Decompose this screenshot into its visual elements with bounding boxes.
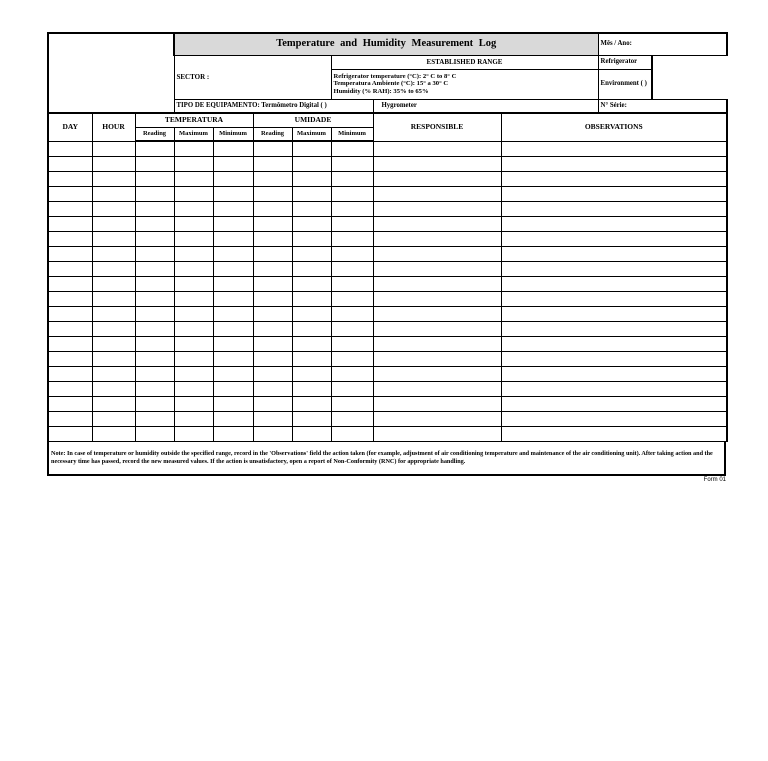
- cell-hum-minimum[interactable]: [331, 337, 373, 352]
- cell-day[interactable]: [48, 232, 92, 247]
- table-row: [48, 247, 727, 262]
- cell-hum-minimum[interactable]: [331, 427, 373, 442]
- cell-temp-reading[interactable]: [135, 382, 174, 397]
- cell-responsible[interactable]: [373, 352, 501, 367]
- cell-temp-maximum[interactable]: [174, 247, 213, 262]
- cell-hum-reading[interactable]: [253, 337, 292, 352]
- cell-temp-maximum[interactable]: [174, 382, 213, 397]
- cell-hum-maximum[interactable]: [292, 217, 331, 232]
- cell-responsible[interactable]: [373, 412, 501, 427]
- cell-hum-minimum[interactable]: [331, 292, 373, 307]
- table-row: [48, 352, 727, 367]
- cell-hum-reading[interactable]: [253, 307, 292, 322]
- cell-temp-maximum[interactable]: [174, 307, 213, 322]
- cell-hum-maximum[interactable]: [292, 337, 331, 352]
- log-table: [47, 32, 728, 442]
- cell-responsible[interactable]: [373, 217, 501, 232]
- cell-hour[interactable]: [92, 262, 135, 277]
- table-row: [48, 217, 727, 232]
- cell-hum-reading[interactable]: [253, 322, 292, 337]
- cell-observations[interactable]: [501, 232, 727, 247]
- cell-hum-maximum[interactable]: [292, 382, 331, 397]
- cell-temp-reading[interactable]: [135, 141, 174, 157]
- cell-responsible[interactable]: [373, 187, 501, 202]
- cell-temp-minimum[interactable]: [213, 217, 253, 232]
- note-text: Note: In case of temperature or humidity outside the specified range, record in the 'Observations' field the action taken (for example, adjustment of air conditioning temperature and maintenance of the air conditioning unit). After taking action and the necessary time has passed, record the new measured values. If the action is unsatisfactory, open a report of Non-Conformity (RNC) for appropriate handling.: [48, 442, 725, 476]
- cell-temp-minimum[interactable]: [213, 292, 253, 307]
- cell-hum-reading[interactable]: [253, 232, 292, 247]
- col-hum-minimum: Minimum: [331, 127, 373, 141]
- cell-day[interactable]: [48, 322, 92, 337]
- cell-temp-maximum[interactable]: [174, 337, 213, 352]
- cell-observations[interactable]: [501, 202, 727, 217]
- cell-observations[interactable]: [501, 322, 727, 337]
- refrigerator-label: Refrigerator: [598, 55, 652, 69]
- cell-temp-minimum[interactable]: [213, 172, 253, 187]
- cell-responsible[interactable]: [373, 292, 501, 307]
- cell-temp-reading[interactable]: [135, 292, 174, 307]
- cell-temp-reading[interactable]: [135, 262, 174, 277]
- cell-day[interactable]: [48, 382, 92, 397]
- cell-hum-maximum[interactable]: [292, 427, 331, 442]
- cell-temp-reading[interactable]: [135, 232, 174, 247]
- cell-temp-maximum[interactable]: [174, 157, 213, 172]
- cell-temp-maximum[interactable]: [174, 262, 213, 277]
- cell-temp-maximum[interactable]: [174, 322, 213, 337]
- cell-hum-reading[interactable]: [253, 157, 292, 172]
- serial-number-field[interactable]: N° Série:: [598, 99, 727, 113]
- cell-hum-reading[interactable]: [253, 397, 292, 412]
- cell-hum-minimum[interactable]: [331, 367, 373, 382]
- cell-day[interactable]: [48, 352, 92, 367]
- hygrometer-option[interactable]: Hygrometer: [373, 99, 598, 113]
- table-row: [48, 232, 727, 247]
- cell-temp-reading[interactable]: [135, 247, 174, 262]
- cell-temp-minimum[interactable]: [213, 202, 253, 217]
- table-row: [48, 322, 727, 337]
- cell-temp-reading[interactable]: [135, 397, 174, 412]
- table-row: [48, 157, 727, 172]
- cell-temp-reading[interactable]: [135, 412, 174, 427]
- cell-hour[interactable]: [92, 217, 135, 232]
- cell-temp-reading[interactable]: [135, 307, 174, 322]
- cell-temp-reading[interactable]: [135, 367, 174, 382]
- cell-observations[interactable]: [501, 172, 727, 187]
- cell-temp-maximum[interactable]: [174, 172, 213, 187]
- equipment-type-field[interactable]: TIPO DE EQUIPAMENTO: Termômetro Digital ( ): [174, 99, 373, 113]
- cell-temp-reading[interactable]: [135, 187, 174, 202]
- cell-day[interactable]: [48, 247, 92, 262]
- cell-temp-reading[interactable]: [135, 217, 174, 232]
- cell-observations[interactable]: [501, 141, 727, 157]
- cell-temp-minimum[interactable]: [213, 187, 253, 202]
- cell-observations[interactable]: [501, 352, 727, 367]
- cell-hum-maximum[interactable]: [292, 172, 331, 187]
- cell-temp-minimum[interactable]: [213, 141, 253, 157]
- col-temp-maximum: Maximum: [174, 127, 213, 141]
- cell-temp-minimum[interactable]: [213, 337, 253, 352]
- col-observations: OBSERVATIONS: [501, 113, 727, 141]
- cell-temp-minimum[interactable]: [213, 397, 253, 412]
- cell-hum-minimum[interactable]: [331, 157, 373, 172]
- cell-responsible[interactable]: [373, 247, 501, 262]
- table-row: [48, 382, 727, 397]
- cell-temp-maximum[interactable]: [174, 427, 213, 442]
- cell-responsible[interactable]: [373, 427, 501, 442]
- cell-hum-maximum[interactable]: [292, 322, 331, 337]
- cell-hum-maximum[interactable]: [292, 232, 331, 247]
- cell-responsible[interactable]: [373, 202, 501, 217]
- cell-hour[interactable]: [92, 397, 135, 412]
- table-row: [48, 141, 727, 157]
- range-values: [331, 69, 598, 99]
- cell-responsible[interactable]: [373, 337, 501, 352]
- cell-day[interactable]: [48, 262, 92, 277]
- cell-hum-minimum[interactable]: [331, 322, 373, 337]
- cell-hum-reading[interactable]: [253, 277, 292, 292]
- cell-hour[interactable]: [92, 307, 135, 322]
- col-day: DAY: [48, 113, 92, 141]
- cell-observations[interactable]: [501, 157, 727, 172]
- cell-hum-reading[interactable]: [253, 412, 292, 427]
- range-line-humidity: Humidity (% RAH): 35% to 65%: [333, 87, 429, 95]
- range-line-refrigerator: Refrigerator temperature (°C): 2° C to 8° C: [333, 73, 457, 81]
- cell-hum-minimum[interactable]: [331, 307, 373, 322]
- cell-responsible[interactable]: [373, 141, 501, 157]
- col-temp-reading: Reading: [135, 127, 174, 141]
- cell-hour[interactable]: [92, 322, 135, 337]
- cell-hour[interactable]: [92, 382, 135, 397]
- table-row: [48, 337, 727, 352]
- cell-hum-reading[interactable]: [253, 382, 292, 397]
- cell-hum-minimum[interactable]: [331, 187, 373, 202]
- cell-day[interactable]: [48, 397, 92, 412]
- cell-observations[interactable]: [501, 382, 727, 397]
- table-row: [48, 412, 727, 427]
- cell-hour[interactable]: [92, 157, 135, 172]
- cell-hum-reading[interactable]: [253, 367, 292, 382]
- cell-temp-maximum[interactable]: [174, 352, 213, 367]
- cell-hour[interactable]: [92, 277, 135, 292]
- cell-hour[interactable]: [92, 247, 135, 262]
- cell-hum-minimum[interactable]: [331, 412, 373, 427]
- cell-observations[interactable]: [501, 292, 727, 307]
- table-row: [48, 307, 727, 322]
- logo-area: [48, 33, 174, 113]
- cell-observations[interactable]: [501, 217, 727, 232]
- cell-hum-minimum[interactable]: [331, 172, 373, 187]
- table-row: [48, 172, 727, 187]
- form-number: Form 01: [703, 477, 726, 483]
- table-row: [48, 427, 727, 442]
- cell-observations[interactable]: [501, 187, 727, 202]
- cell-temp-maximum[interactable]: [174, 292, 213, 307]
- cell-observations[interactable]: [501, 277, 727, 292]
- cell-temp-reading[interactable]: [135, 202, 174, 217]
- cell-hum-reading[interactable]: [253, 292, 292, 307]
- col-hour: HOUR: [92, 113, 135, 141]
- cell-observations[interactable]: [501, 262, 727, 277]
- cell-temp-minimum[interactable]: [213, 277, 253, 292]
- cell-hum-maximum[interactable]: [292, 412, 331, 427]
- cell-hum-maximum[interactable]: [292, 292, 331, 307]
- cell-hum-reading[interactable]: [253, 172, 292, 187]
- cell-temp-reading[interactable]: [135, 352, 174, 367]
- table-row: [48, 277, 727, 292]
- cell-hour[interactable]: [92, 202, 135, 217]
- cell-hum-maximum[interactable]: [292, 157, 331, 172]
- cell-hum-minimum[interactable]: [331, 382, 373, 397]
- cell-day[interactable]: [48, 292, 92, 307]
- cell-day[interactable]: [48, 157, 92, 172]
- cell-observations[interactable]: [501, 412, 727, 427]
- cell-day[interactable]: [48, 217, 92, 232]
- cell-hum-maximum[interactable]: [292, 187, 331, 202]
- cell-hum-reading[interactable]: [253, 187, 292, 202]
- cell-hum-minimum[interactable]: [331, 202, 373, 217]
- cell-temp-maximum[interactable]: [174, 202, 213, 217]
- cell-responsible[interactable]: [373, 397, 501, 412]
- cell-temp-maximum[interactable]: [174, 217, 213, 232]
- cell-responsible[interactable]: [373, 172, 501, 187]
- cell-responsible[interactable]: [373, 157, 501, 172]
- cell-temp-maximum[interactable]: [174, 232, 213, 247]
- cell-hum-reading[interactable]: [253, 262, 292, 277]
- cell-observations[interactable]: [501, 367, 727, 382]
- range-line-ambient: Temperatura Ambiente (°C): 15° a 30° C: [333, 80, 449, 88]
- cell-day[interactable]: [48, 141, 92, 157]
- cell-hum-maximum[interactable]: [292, 307, 331, 322]
- cell-hour[interactable]: [92, 232, 135, 247]
- cell-hum-reading[interactable]: [253, 352, 292, 367]
- month-year-field[interactable]: Mês / Ano:: [598, 33, 727, 55]
- cell-temp-maximum[interactable]: [174, 367, 213, 382]
- cell-hour[interactable]: [92, 292, 135, 307]
- cell-hum-minimum[interactable]: [331, 141, 373, 157]
- cell-day[interactable]: [48, 427, 92, 442]
- measurement-log-form: [47, 32, 726, 483]
- cell-hour[interactable]: [92, 172, 135, 187]
- cell-hum-maximum[interactable]: [292, 397, 331, 412]
- cell-day[interactable]: [48, 172, 92, 187]
- cell-temp-maximum[interactable]: [174, 397, 213, 412]
- cell-temp-reading[interactable]: [135, 337, 174, 352]
- cell-responsible[interactable]: [373, 367, 501, 382]
- col-hum-maximum: Maximum: [292, 127, 331, 141]
- cell-day[interactable]: [48, 202, 92, 217]
- table-row: [48, 292, 727, 307]
- cell-observations[interactable]: [501, 337, 727, 352]
- cell-hum-maximum[interactable]: [292, 352, 331, 367]
- cell-temp-minimum[interactable]: [213, 352, 253, 367]
- cell-hum-minimum[interactable]: [331, 277, 373, 292]
- cell-responsible[interactable]: [373, 382, 501, 397]
- cell-temp-reading[interactable]: [135, 277, 174, 292]
- cell-hum-minimum[interactable]: [331, 247, 373, 262]
- cell-hum-maximum[interactable]: [292, 141, 331, 157]
- cell-hum-maximum[interactable]: [292, 262, 331, 277]
- cell-responsible[interactable]: [373, 262, 501, 277]
- note-table: [47, 441, 726, 476]
- table-row: [48, 202, 727, 217]
- cell-hum-reading[interactable]: [253, 141, 292, 157]
- sector-field[interactable]: SECTOR :: [174, 55, 331, 99]
- established-range-label: ESTABLISHED RANGE: [331, 55, 598, 69]
- cell-observations[interactable]: [501, 247, 727, 262]
- cell-hour[interactable]: [92, 427, 135, 442]
- cell-temp-minimum[interactable]: [213, 307, 253, 322]
- cell-hum-minimum[interactable]: [331, 397, 373, 412]
- cell-temp-minimum[interactable]: [213, 322, 253, 337]
- cell-hour[interactable]: [92, 352, 135, 367]
- cell-temp-minimum[interactable]: [213, 382, 253, 397]
- col-hum-reading: Reading: [253, 127, 292, 141]
- cell-temp-minimum[interactable]: [213, 427, 253, 442]
- col-responsible: RESPONSIBLE: [373, 113, 501, 141]
- cell-responsible[interactable]: [373, 322, 501, 337]
- cell-hum-minimum[interactable]: [331, 262, 373, 277]
- cell-temp-minimum[interactable]: [213, 247, 253, 262]
- col-temperature-group: TEMPERATURA: [135, 113, 253, 127]
- cell-hum-reading[interactable]: [253, 202, 292, 217]
- cell-temp-minimum[interactable]: [213, 367, 253, 382]
- cell-hum-minimum[interactable]: [331, 352, 373, 367]
- cell-day[interactable]: [48, 367, 92, 382]
- cell-temp-reading[interactable]: [135, 157, 174, 172]
- cell-observations[interactable]: [501, 307, 727, 322]
- cell-day[interactable]: [48, 187, 92, 202]
- cell-hour[interactable]: [92, 187, 135, 202]
- cell-hum-maximum[interactable]: [292, 202, 331, 217]
- cell-day[interactable]: [48, 277, 92, 292]
- environment-option[interactable]: Environment ( ): [598, 69, 652, 99]
- cell-hum-maximum[interactable]: [292, 277, 331, 292]
- cell-temp-reading[interactable]: [135, 172, 174, 187]
- cell-temp-maximum[interactable]: [174, 187, 213, 202]
- cell-hour[interactable]: [92, 337, 135, 352]
- cell-responsible[interactable]: [373, 232, 501, 247]
- cell-hour[interactable]: [92, 141, 135, 157]
- table-row: [48, 397, 727, 412]
- page-title: Temperature and Humidity Measurement Log: [174, 33, 598, 55]
- cell-day[interactable]: [48, 412, 92, 427]
- cell-hum-minimum[interactable]: [331, 232, 373, 247]
- cell-responsible[interactable]: [373, 277, 501, 292]
- cell-observations[interactable]: [501, 427, 727, 442]
- cell-hum-reading[interactable]: [253, 247, 292, 262]
- cell-temp-reading[interactable]: [135, 427, 174, 442]
- table-row: [48, 187, 727, 202]
- cell-temp-reading[interactable]: [135, 322, 174, 337]
- cell-hum-minimum[interactable]: [331, 217, 373, 232]
- cell-observations[interactable]: [501, 397, 727, 412]
- cell-hum-maximum[interactable]: [292, 367, 331, 382]
- cell-temp-maximum[interactable]: [174, 277, 213, 292]
- cell-temp-minimum[interactable]: [213, 262, 253, 277]
- col-temp-minimum: Minimum: [213, 127, 253, 141]
- cell-responsible[interactable]: [373, 307, 501, 322]
- cell-hour[interactable]: [92, 412, 135, 427]
- cell-temp-minimum[interactable]: [213, 412, 253, 427]
- cell-day[interactable]: [48, 337, 92, 352]
- table-row: [48, 367, 727, 382]
- col-humidity-group: UMIDADE: [253, 113, 373, 127]
- cell-temp-maximum[interactable]: [174, 141, 213, 157]
- cell-hum-maximum[interactable]: [292, 247, 331, 262]
- cell-hum-reading[interactable]: [253, 217, 292, 232]
- cell-hour[interactable]: [92, 367, 135, 382]
- cell-hum-reading[interactable]: [253, 427, 292, 442]
- cell-temp-minimum[interactable]: [213, 232, 253, 247]
- table-row: [48, 262, 727, 277]
- cell-day[interactable]: [48, 307, 92, 322]
- cell-temp-maximum[interactable]: [174, 412, 213, 427]
- cell-temp-minimum[interactable]: [213, 157, 253, 172]
